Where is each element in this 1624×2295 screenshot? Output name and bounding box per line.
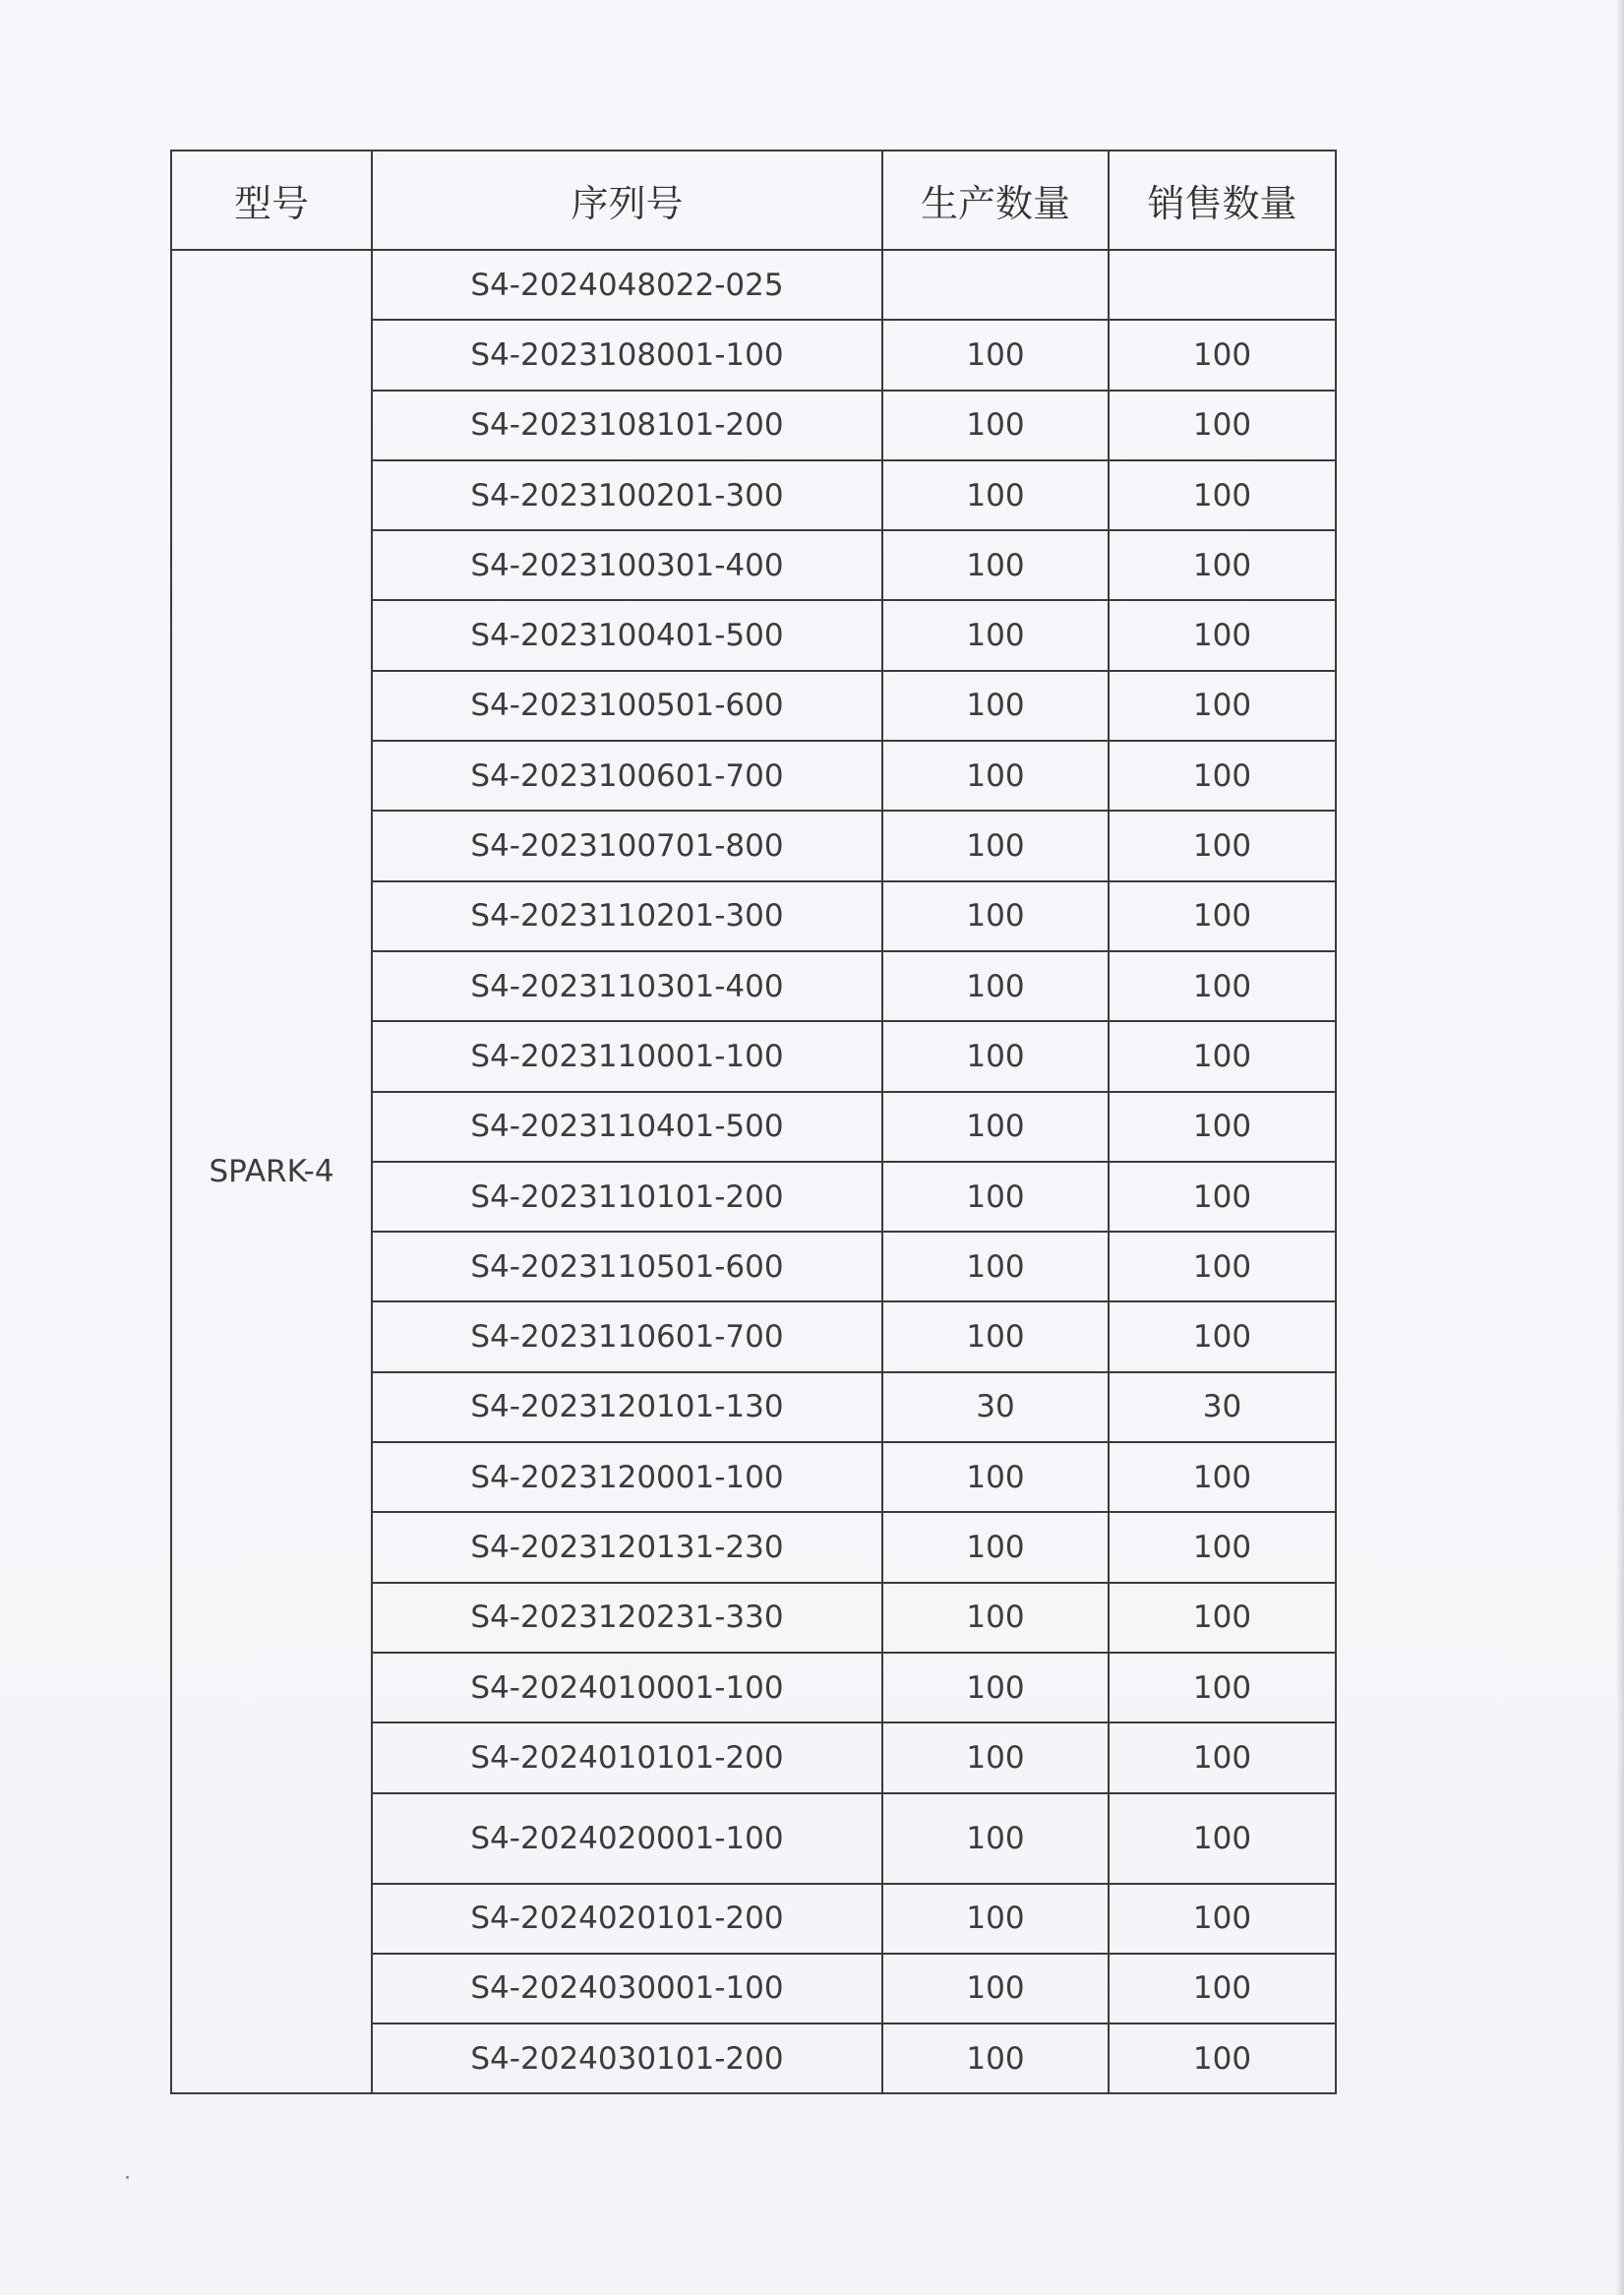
sales-quantity-cell: 100 <box>1109 460 1336 530</box>
serial-number-cell: S4-2024010101-200 <box>372 1722 882 1792</box>
serial-number-cell: S4-2023100301-400 <box>372 530 882 600</box>
production-quantity-cell: 100 <box>882 811 1109 880</box>
production-quantity-cell: 100 <box>882 1512 1109 1582</box>
production-quantity-cell: 30 <box>882 1372 1109 1442</box>
production-quantity-cell <box>882 250 1109 320</box>
serial-number-cell: S4-2023100701-800 <box>372 811 882 880</box>
sales-quantity-cell: 100 <box>1109 600 1336 670</box>
table-row <box>171 250 1336 320</box>
production-quantity-cell: 100 <box>882 881 1109 951</box>
sales-quantity-cell: 100 <box>1109 1442 1336 1512</box>
serial-number-cell: S4-2023108001-100 <box>372 320 882 390</box>
serial-number-cell: S4-2023110501-600 <box>372 1232 882 1301</box>
scan-speck <box>126 2176 129 2179</box>
table-body <box>171 250 1336 2093</box>
production-quantity-cell: 100 <box>882 391 1109 460</box>
production-quantity-cell: 100 <box>882 1793 1109 1884</box>
production-quantity-cell: 100 <box>882 741 1109 811</box>
sales-quantity-cell: 100 <box>1109 1583 1336 1653</box>
sales-quantity-cell <box>1109 250 1336 320</box>
header-production-quantity: 生产数量 <box>882 151 1109 250</box>
header-model: 型号 <box>171 151 372 250</box>
serial-number-cell: S4-2023100401-500 <box>372 600 882 670</box>
serial-number-cell: S4-2023100601-700 <box>372 741 882 811</box>
production-quantity-cell: 100 <box>882 1301 1109 1371</box>
serial-number-cell: S4-2023110401-500 <box>372 1092 882 1162</box>
table-header-row <box>171 151 1336 250</box>
sales-quantity-cell: 100 <box>1109 1653 1336 1722</box>
production-quantity-cell: 100 <box>882 320 1109 390</box>
serial-number-cell: S4-2023110301-400 <box>372 951 882 1021</box>
production-quantity-cell: 100 <box>882 530 1109 600</box>
production-quantity-cell: 100 <box>882 1583 1109 1653</box>
production-quantity-cell: 100 <box>882 1954 1109 2023</box>
sales-quantity-cell: 100 <box>1109 2023 1336 2093</box>
header-serial-number: 序列号 <box>372 151 882 250</box>
sales-quantity-cell: 100 <box>1109 1512 1336 1582</box>
serial-number-cell: S4-2023110201-300 <box>372 881 882 951</box>
sales-quantity-cell: 100 <box>1109 391 1336 460</box>
serial-number-cell: S4-2024010001-100 <box>372 1653 882 1722</box>
serial-number-cell: S4-2023100201-300 <box>372 460 882 530</box>
model-cell: SPARK-4 <box>171 250 372 2093</box>
production-quantity-cell: 100 <box>882 1232 1109 1301</box>
production-quantity-cell: 100 <box>882 1722 1109 1792</box>
sales-quantity-cell: 100 <box>1109 811 1336 880</box>
sales-quantity-cell: 30 <box>1109 1372 1336 1442</box>
serial-number-cell: S4-2024020101-200 <box>372 1884 882 1954</box>
sales-quantity-cell: 100 <box>1109 1301 1336 1371</box>
sales-quantity-cell: 100 <box>1109 1793 1336 1884</box>
production-quantity-cell: 100 <box>882 600 1109 670</box>
sales-quantity-cell: 100 <box>1109 320 1336 390</box>
page-edge-shadow <box>1616 0 1624 2295</box>
serial-number-cell: S4-2023108101-200 <box>372 391 882 460</box>
header-sales-quantity: 销售数量 <box>1109 151 1336 250</box>
production-quantity-cell: 100 <box>882 1442 1109 1512</box>
sales-quantity-cell: 100 <box>1109 530 1336 600</box>
production-quantity-cell: 100 <box>882 1021 1109 1091</box>
serial-number-cell: S4-2024030001-100 <box>372 1954 882 2023</box>
sales-quantity-cell: 100 <box>1109 671 1336 741</box>
serial-number-cell: S4-2023120131-230 <box>372 1512 882 1582</box>
sales-quantity-cell: 100 <box>1109 1162 1336 1232</box>
sales-quantity-cell: 100 <box>1109 951 1336 1021</box>
production-quantity-cell: 100 <box>882 1884 1109 1954</box>
serial-number-cell: S4-2023110601-700 <box>372 1301 882 1371</box>
sales-quantity-cell: 100 <box>1109 1954 1336 2023</box>
production-quantity-cell: 100 <box>882 1653 1109 1722</box>
sales-quantity-cell: 100 <box>1109 1232 1336 1301</box>
sales-quantity-cell: 100 <box>1109 1092 1336 1162</box>
serial-number-table <box>170 150 1337 2094</box>
serial-number-cell: S4-2024048022-025 <box>372 250 882 320</box>
serial-number-cell: S4-2023110101-200 <box>372 1162 882 1232</box>
production-quantity-cell: 100 <box>882 2023 1109 2093</box>
sales-quantity-cell: 100 <box>1109 881 1336 951</box>
sales-quantity-cell: 100 <box>1109 1021 1336 1091</box>
production-quantity-cell: 100 <box>882 671 1109 741</box>
serial-number-cell: S4-2024030101-200 <box>372 2023 882 2093</box>
serial-number-cell: S4-2023120001-100 <box>372 1442 882 1512</box>
serial-number-cell: S4-2023120231-330 <box>372 1583 882 1653</box>
production-quantity-cell: 100 <box>882 951 1109 1021</box>
production-quantity-cell: 100 <box>882 1092 1109 1162</box>
production-quantity-cell: 100 <box>882 1162 1109 1232</box>
sales-quantity-cell: 100 <box>1109 1722 1336 1792</box>
sales-quantity-cell: 100 <box>1109 1884 1336 1954</box>
serial-number-cell: S4-2023120101-130 <box>372 1372 882 1442</box>
production-quantity-cell: 100 <box>882 460 1109 530</box>
serial-number-cell: S4-2023110001-100 <box>372 1021 882 1091</box>
sales-quantity-cell: 100 <box>1109 741 1336 811</box>
serial-number-cell: S4-2023100501-600 <box>372 671 882 741</box>
serial-number-cell: S4-2024020001-100 <box>372 1793 882 1884</box>
